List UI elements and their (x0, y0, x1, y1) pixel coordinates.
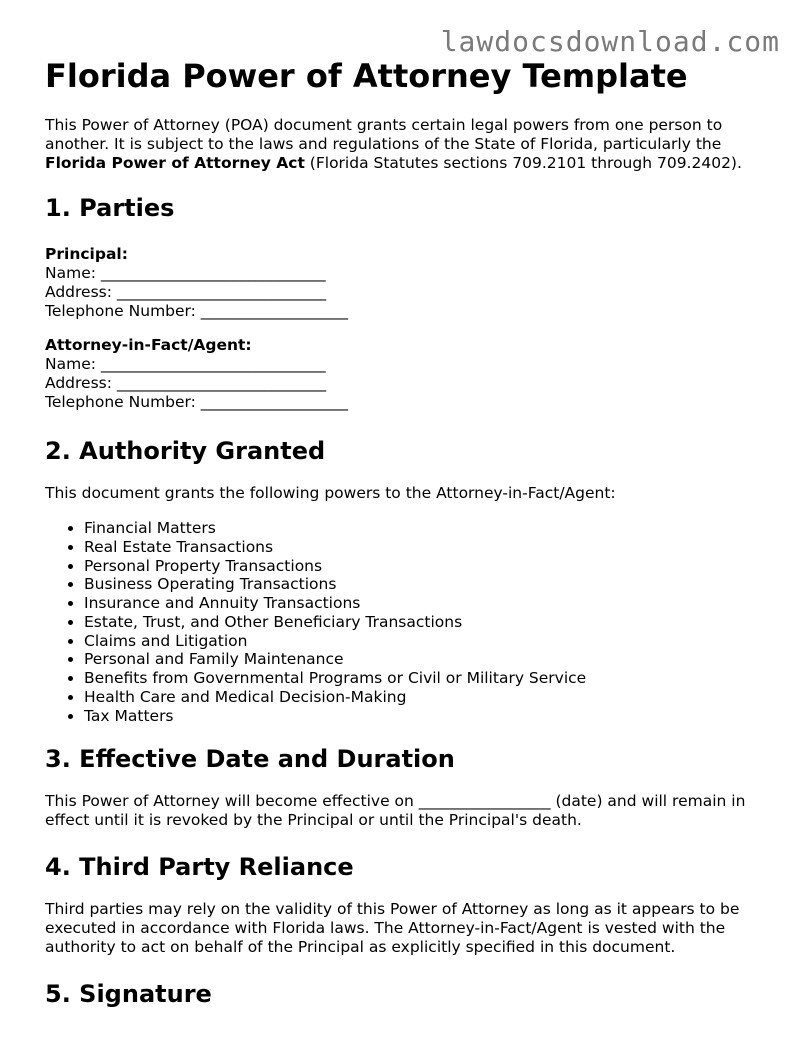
document-title: Florida Power of Attorney Template (45, 57, 688, 95)
intro-act-name: Florida Power of Attorney Act (45, 154, 305, 172)
intro-text-after: (Florida Statutes sections 709.2101 through 709.2402). (304, 154, 742, 172)
third-party-paragraph: Third parties may rely on the validity of this Power of Attorney as long as it appears to be executed in accordance with Florida laws. The Attorney-in-Fact/Agent is vested with the authority to act on behalf of the Principal as explicitly specified in this document. (45, 900, 740, 957)
list-item: • Financial Matters (84, 519, 765, 538)
agent-address-field: Address: ___________________________ (45, 374, 327, 392)
intro-text-before: This Power of Attorney (POA) document grants certain legal powers from one person to another. It is subject to the laws and regulations of the State of Florida, particularly the (45, 116, 723, 153)
authority-heading: 2. Authority Granted (45, 437, 326, 465)
parties-heading: 1. Parties (45, 194, 175, 222)
signature-heading: 5. Signature (45, 980, 212, 1009)
principal-label: Principal: (45, 245, 128, 263)
watermark: lawdocsdownload.com (440, 25, 780, 58)
list-item: • Benefits from Governmental Programs or Civil or Military Service (84, 669, 765, 688)
agent-block (45, 336, 765, 412)
list-item: • Estate, Trust, and Other Beneficiary Transactions (84, 613, 765, 632)
document-page (45, 56, 765, 1009)
agent-label: Attorney-in-Fact/Agent: (45, 336, 252, 354)
agent-name-field: Name: _____________________________ (45, 355, 326, 373)
list-item: • Health Care and Medical Decision-Making (84, 688, 765, 707)
intro-paragraph (45, 116, 765, 173)
list-item: • Tax Matters (84, 707, 765, 726)
effective-heading: 3. Effective Date and Duration (45, 745, 455, 774)
list-item: • Personal Property Transactions (84, 557, 765, 576)
list-item: • Insurance and Annuity Transactions (84, 594, 765, 613)
principal-phone-field: Telephone Number: ___________________ (45, 302, 349, 320)
authority-intro: This document grants the following powers to the Attorney-in-Fact/Agent: (45, 484, 616, 502)
principal-name-field: Name: _____________________________ (45, 264, 326, 282)
principal-address-field: Address: ___________________________ (45, 283, 327, 301)
list-item: • Claims and Litigation (84, 632, 765, 651)
powers-list (45, 519, 765, 725)
list-item: • Business Operating Transactions (84, 575, 765, 594)
effective-paragraph: This Power of Attorney will become effective on _________________ (date) and will remain in effect until it is revoked by the Principal or until the Principal's death. (45, 792, 746, 830)
list-item: • Real Estate Transactions (84, 538, 765, 557)
list-item: • Personal and Family Maintenance (84, 650, 765, 669)
principal-block (45, 245, 765, 321)
agent-phone-field: Telephone Number: ___________________ (45, 393, 349, 411)
third-party-heading: 4. Third Party Reliance (45, 853, 354, 882)
